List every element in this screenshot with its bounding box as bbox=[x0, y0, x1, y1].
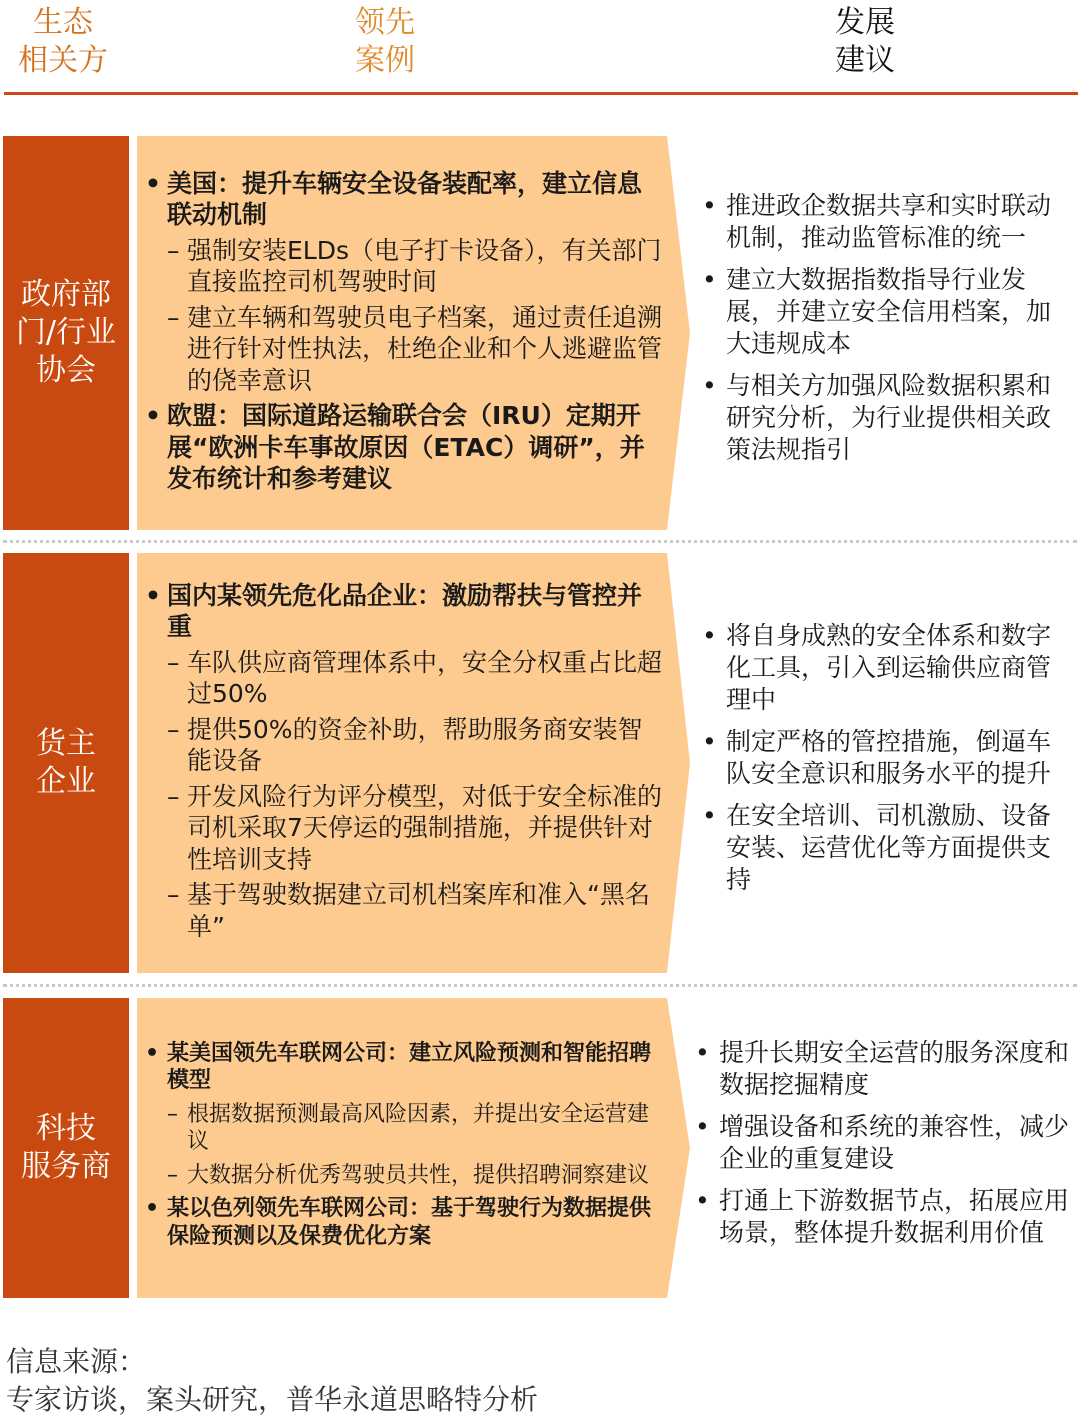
row-divider bbox=[3, 540, 1077, 543]
case-item: • 国内某领先危化品企业：激励帮扶与管控并重 – 车队供应商管理体系中，安全分权重占比超过50% – 提供50%的资金补助，帮助服务商安装智能设备 – 开发风险行为评分模型，对低于安全标准的司机采取7天停运的强制措施，并提供针对性培训支持 – 基于驾驶数据建立司机档案库和准入“黑名单” bbox=[145, 580, 663, 941]
row-tech-provider bbox=[0, 998, 1080, 1298]
advice-item: • 打通上下游数据节点，拓展应用场景，整体提升数据利用价值 bbox=[695, 1186, 1070, 1247]
advice-item: • 在安全培训、司机激励、设备安装、运营优化等方面提供支持 bbox=[702, 801, 1052, 894]
case-subitem: – 基于驾驶数据建立司机档案库和准入“黑名单” bbox=[167, 880, 650, 941]
dash-icon: – bbox=[167, 880, 180, 910]
bullet-icon: • bbox=[702, 265, 717, 294]
cases-list bbox=[137, 136, 662, 530]
bullet-icon: • bbox=[695, 1038, 710, 1067]
case-subitem: – 提供50%的资金补助，帮助服务商安装智能设备 bbox=[167, 714, 643, 776]
case-item: • 某以色列领先车联网公司：基于驾驶行为数据提供保险预测以及保费优化方案 bbox=[145, 1196, 652, 1249]
dash-icon: – bbox=[167, 1162, 178, 1188]
header-stakeholders: 生态 相关方 bbox=[18, 5, 108, 78]
advice-item: • 将自身成熟的安全体系和数字化工具，引入到运输供应商管理中 bbox=[702, 621, 1052, 714]
bullet-icon: • bbox=[702, 801, 717, 830]
dash-icon: – bbox=[167, 235, 180, 265]
source-title: 信息来源： bbox=[6, 1345, 147, 1378]
bullet-icon: • bbox=[145, 1040, 160, 1066]
row-government bbox=[0, 136, 1080, 530]
row-label: 货主 企业 bbox=[3, 553, 129, 973]
cases-list bbox=[137, 553, 662, 973]
bullet-icon: • bbox=[702, 191, 717, 220]
bullet-icon: • bbox=[702, 621, 717, 650]
case-item: • 欧盟：国际道路运输联合会（IRU）定期开展“欧洲卡车事故原因（ETAC）调研”，并发布统计和参考建议 bbox=[145, 401, 645, 493]
advice-item: • 推进政企数据共享和实时联动机制，推动监管标准的统一 bbox=[702, 191, 1052, 252]
source-text: 专家访谈，案头研究，普华永道思略特分析 bbox=[6, 1383, 539, 1416]
dash-icon: – bbox=[167, 1101, 178, 1127]
advice-list bbox=[702, 553, 1074, 973]
row-divider bbox=[3, 984, 1077, 987]
bullet-icon: • bbox=[145, 580, 161, 610]
dash-icon: – bbox=[167, 302, 180, 332]
advice-list bbox=[702, 136, 1074, 530]
case-subitem: – 根据数据预测最高风险因素，并提出安全运营建议 bbox=[167, 1101, 650, 1155]
bullet-icon: • bbox=[695, 1112, 710, 1141]
bullet-icon: • bbox=[702, 727, 717, 756]
case-subitem: – 车队供应商管理体系中，安全分权重占比超过50% bbox=[167, 647, 663, 709]
row-label: 政府部 门/行业 协会 bbox=[3, 136, 129, 530]
row-shipper bbox=[0, 553, 1080, 973]
case-subitem: – 建立车辆和驾驶员电子档案，通过责任追溯进行针对性执法，杜绝企业和个人逃避监管的侥幸意识 bbox=[167, 302, 663, 395]
advice-item: • 与相关方加强风险数据积累和研究分析，为行业提供相关政策法规指引 bbox=[702, 371, 1052, 464]
case-item: • 某美国领先车联网公司：建立风险预测和智能招聘模型 – 根据数据预测最高风险因素，并提出安全运营建议 – 大数据分析优秀驾驶员共性，提供招聘洞察建议 bbox=[145, 1040, 662, 1196]
case-item: • 美国：提升车辆安全设备装配率，建立信息联动机制 – 强制安装ELDs（电子打卡设备），有关部门直接监控司机驾驶时间 – 建立车辆和驾驶员电子档案，通过责任追溯进行针对性执法，杜绝企业和个人逃避监管的侥幸意识 bbox=[145, 168, 663, 395]
case-subitem: – 大数据分析优秀驾驶员共性，提供招聘洞察建议 bbox=[167, 1162, 650, 1188]
advice-list bbox=[695, 998, 1075, 1298]
header-divider bbox=[4, 92, 1078, 95]
advice-item: • 建立大数据指数指导行业发展，并建立安全信用档案，加大违规成本 bbox=[702, 265, 1052, 358]
dash-icon: – bbox=[167, 647, 180, 677]
row-label: 科技 服务商 bbox=[3, 998, 129, 1298]
bullet-icon: • bbox=[702, 371, 717, 400]
case-subitem: – 开发风险行为评分模型，对低于安全标准的司机采取7天停运的强制措施，并提供针对性培训支持 bbox=[167, 781, 663, 874]
source-note bbox=[6, 1343, 538, 1419]
case-subitem: – 强制安装ELDs（电子打卡设备），有关部门直接监控司机驾驶时间 bbox=[167, 235, 662, 296]
dash-icon: – bbox=[167, 781, 180, 811]
bullet-icon: • bbox=[145, 401, 161, 430]
advice-item: • 增强设备和系统的兼容性，减少企业的重复建设 bbox=[695, 1112, 1070, 1173]
header-leading-cases: 领先 案例 bbox=[355, 5, 415, 78]
header-recommendations: 发展 建议 bbox=[835, 5, 895, 78]
bullet-icon: • bbox=[695, 1186, 710, 1215]
advice-item: • 制定严格的管控措施，倒逼车队安全意识和服务水平的提升 bbox=[702, 727, 1052, 788]
cases-list bbox=[137, 998, 662, 1298]
bullet-icon: • bbox=[145, 168, 161, 198]
advice-item: • 提升长期安全运营的服务深度和数据挖掘精度 bbox=[695, 1038, 1070, 1099]
bullet-icon: • bbox=[145, 1196, 160, 1222]
dash-icon: – bbox=[167, 714, 180, 744]
